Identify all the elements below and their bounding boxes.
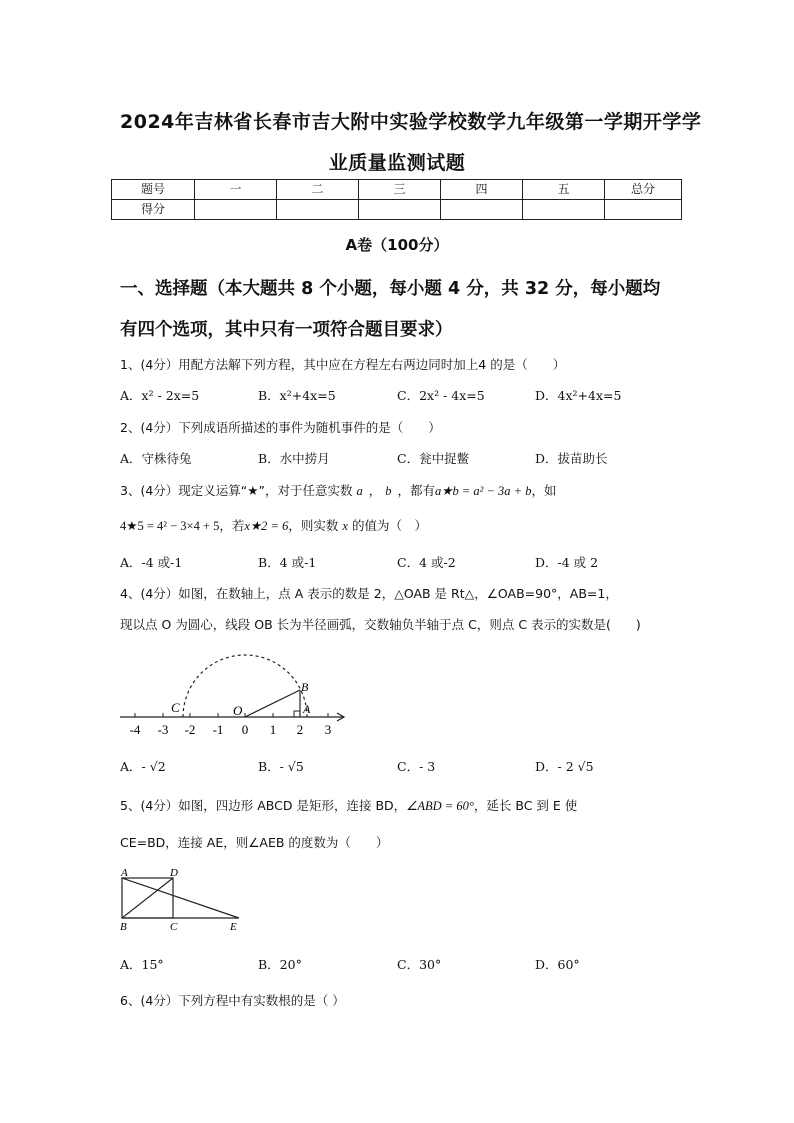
section1-heading-line1: 一、选择题（本大题共 8 个小题，每小题 4 分，共 32 分，每小题均 — [120, 279, 661, 299]
question-1-option-d: D．4x²+4x=5 — [535, 388, 622, 403]
point-label-b: B — [301, 680, 309, 694]
rectangle-figure — [115, 866, 250, 936]
score-cell[interactable] — [195, 200, 277, 220]
question-5-option-a: A．15° — [120, 957, 164, 972]
score-header-cell: 题号 — [112, 180, 195, 200]
question-3-text: 3、(4分）现定义运算“★”，对于任意实数 — [120, 483, 353, 498]
score-table — [111, 179, 682, 220]
question-3-option-d: D．-4 或 2 — [535, 555, 599, 570]
question-4-stem-line1: 4、(4分）如图，在数轴上，点 A 表示的数是 2，△OAB 是 Rt△，∠OAB=90°，AB=1， — [120, 586, 618, 601]
question-2-option-d: D．拔苗助长 — [535, 451, 608, 466]
tick-label: 3 — [324, 722, 332, 737]
page-title-line2: 业质量监测试题 — [328, 152, 466, 174]
question-3-text: 的值为（ ） — [351, 518, 427, 533]
question-3-text: ，若 — [219, 518, 245, 533]
question-1-option-a: A．x² - 2x=5 — [120, 388, 200, 403]
point-label-c: C — [170, 921, 178, 933]
score-cell[interactable] — [277, 200, 359, 220]
question-3-stem-line1: 3、(4分）现定义运算“★”，对于任意实数 a ， b ，都有a★b = a² − 3a + b，如 — [120, 483, 557, 498]
point-label-b: B — [120, 921, 127, 933]
segment-ob — [245, 690, 300, 717]
point-label-e: E — [230, 921, 237, 933]
question-1-stem: 1、(4分）用配方法解下列方程，其中应在方程左右两边同时加上4 的是（ ） — [120, 357, 566, 372]
question-2-option-a: A．守株待兔 — [120, 451, 192, 466]
tick-label: -3 — [157, 722, 169, 737]
question-4-option-c: C．- 3 — [397, 759, 436, 774]
right-angle-mark — [294, 711, 300, 717]
question-2-option-b: B．水中捞月 — [258, 451, 330, 466]
question-6-stem: 6、(4分）下列方程中有实数根的是（ ） — [120, 993, 345, 1008]
operation-condition: x★2 = 6 — [244, 519, 289, 533]
question-1-option-b: B．x²+4x=5 — [258, 388, 336, 403]
score-cell[interactable] — [441, 200, 523, 220]
tick-label: 0 — [241, 722, 249, 737]
point-label-a: A — [121, 867, 128, 879]
score-header-cell: 四 — [441, 180, 523, 200]
tick-label: -2 — [184, 722, 196, 737]
question-2-option-c: C．瓮中捉鳖 — [397, 451, 470, 466]
var-x: x — [342, 519, 348, 533]
question-5-option-b: B．20° — [258, 957, 302, 972]
score-row-label: 得分 — [112, 200, 195, 220]
question-4-option-b: B．- √5 — [258, 759, 304, 774]
question-5-stem-line2: CE=BD，连接 AE，则∠AEB 的度数为（ ） — [120, 835, 389, 850]
operation-example: 4★5 = 4² − 3×4 + 5 — [120, 519, 220, 533]
var-a: a — [356, 484, 363, 498]
question-3-stem-line2 — [120, 516, 427, 534]
question-3-option-c: C．4 或-2 — [397, 555, 456, 570]
question-5-text: 5、(4分）如图，四边形 ABCD 是矩形，连接 BD， — [120, 798, 407, 813]
dashed-arc — [183, 655, 307, 717]
score-cell[interactable] — [523, 200, 605, 220]
tick-label: 2 — [296, 722, 304, 737]
score-table-score-row — [112, 200, 682, 220]
question-5-option-c: C．30° — [397, 957, 442, 972]
segment-bd — [122, 878, 173, 918]
point-label-c: C — [171, 700, 180, 715]
question-5-text: ，延长 BC 到 E 使 — [473, 798, 578, 813]
question-5-stem-line1 — [120, 796, 577, 814]
score-header-cell: 一 — [195, 180, 277, 200]
score-table-header-row — [112, 180, 682, 200]
page-title-line1: 2024年吉林省长春市吉大附中实验学校数学九年级第一学期开学学 — [120, 111, 702, 133]
question-5-option-d: D．60° — [535, 957, 580, 972]
score-header-cell: 总分 — [605, 180, 682, 200]
question-3-option-b: B．4 或-1 — [258, 555, 317, 570]
question-3-text: ，则实数 — [288, 518, 339, 533]
score-cell[interactable] — [359, 200, 441, 220]
operation-definition: a★b = a² − 3a + b — [434, 484, 532, 498]
tick-label: -4 — [129, 722, 141, 737]
number-line-figure — [115, 640, 355, 745]
score-header-cell: 二 — [277, 180, 359, 200]
section1-heading-line2: 有四个选项，其中只有一项符合题目要求） — [120, 320, 453, 340]
score-cell[interactable] — [605, 200, 682, 220]
section-a-heading: A卷（100分） — [345, 236, 449, 254]
point-label-a: A — [303, 702, 311, 716]
question-3-text: ，都有 — [397, 483, 435, 498]
point-label-d: D — [170, 867, 178, 879]
question-1-option-c: C．2x² - 4x=5 — [397, 388, 485, 403]
point-label-o: O — [233, 703, 243, 718]
question-4-option-a: A．- √2 — [120, 759, 166, 774]
score-header-cell: 五 — [523, 180, 605, 200]
var-b: b — [385, 484, 392, 498]
tick-label: -1 — [212, 722, 224, 737]
angle-abd: ∠ABD = 60° — [406, 799, 474, 813]
segment-ae — [122, 878, 239, 918]
question-2-stem: 2、(4分）下列成语所描述的事件为随机事件的是（ ） — [120, 420, 441, 435]
question-3-option-a: A．-4 或-1 — [120, 555, 183, 570]
question-4-option-d: D．- 2 √5 — [535, 759, 594, 774]
score-header-cell: 三 — [359, 180, 441, 200]
question-4-stem-line2: 现以点 O 为圆心，线段 OB 长为半径画弧，交数轴负半轴于点 C，则点 C 表示的实数是( ) — [120, 617, 641, 632]
tick-label: 1 — [269, 722, 277, 737]
question-3-text: ，如 — [531, 483, 557, 498]
